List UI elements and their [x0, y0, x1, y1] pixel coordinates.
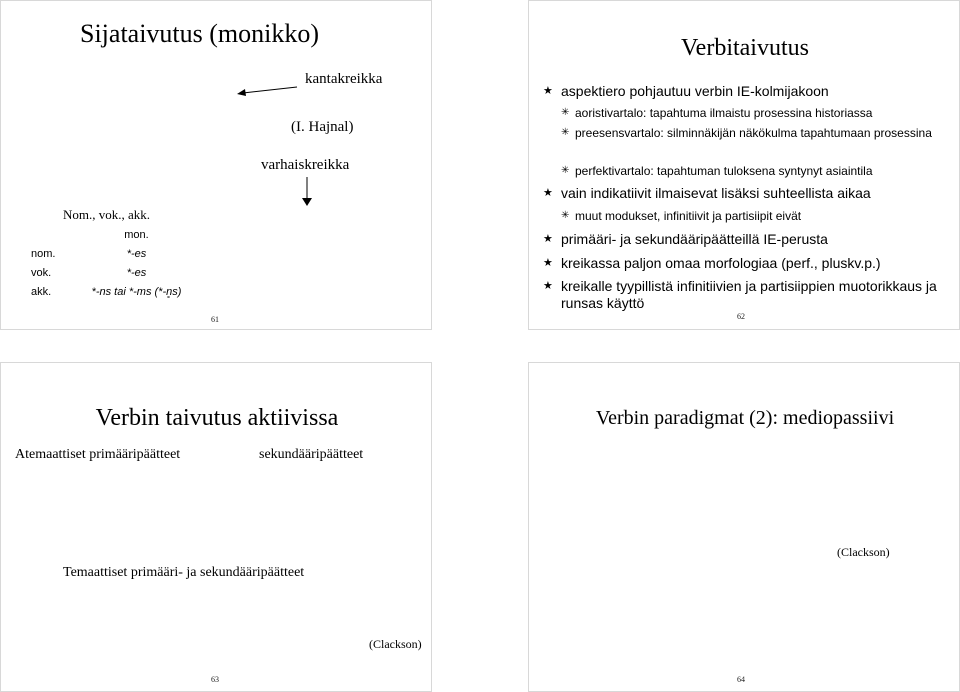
slide-62: Verbitaivutus ★ aspektiero pohjautuu verbin IE-kolmijakoon ✳ aoristivartalo: tapahtuma ilmaistu prosessina historiassa ✳ preesensvartalo: silminnäkijän näkökulma tapahtumaan prosessina ✳ perfektivartalo: tapahtuman tuloksena syntynyt asiaintila ★ vain indikatiivit ilmaisevat lisäksi suhteellista aikaa ✳ muut modukset, infinitiivit ja partisiipit eivät ★ primääri- ja sekundääripäätteillä IE-perusta ★ kreikassa paljon omaa morfologiaa (perf., pluskv.p.) ★ kreikalle tyypillistä infinitiivien ja partisiippien muotorikkaus ja runsas käyttö 62: [528, 0, 960, 330]
slide-title: Verbin paradigmat (2): mediopassiivi: [595, 407, 895, 429]
label-atemaattiset: Atemaattiset primääripäätteet: [15, 447, 181, 462]
source-citation: (Clackson): [369, 637, 422, 651]
arrow-down-icon: [301, 177, 313, 207]
star-icon: ★: [543, 187, 553, 199]
slide-title: Verbin taivutus aktiivissa: [95, 405, 339, 431]
label-kantakreikka: kantakreikka: [305, 71, 383, 87]
table-row: [31, 246, 191, 265]
slide-61: [0, 0, 432, 330]
star-icon: ★: [543, 85, 553, 97]
page-number: 64: [737, 675, 745, 684]
case-label: akk.: [31, 286, 52, 298]
page-number: 63: [211, 675, 219, 684]
asterisk-icon: ✳: [561, 107, 570, 118]
table-row: [31, 265, 191, 284]
table-header-row: [31, 227, 191, 246]
case-label: vok.: [31, 267, 52, 279]
case-form: *-ns tai *-ms (*-n̥s): [91, 286, 182, 298]
slide-title: Sijataivutus (monikko): [80, 19, 320, 48]
case-form: *-es: [126, 267, 147, 279]
star-icon: ★: [543, 280, 553, 292]
label-temaattiset: Temaattiset primääri- ja sekundääripäätteet: [63, 565, 305, 580]
slide-63: [0, 362, 432, 692]
column-header: mon.: [124, 229, 149, 241]
case-table: [31, 227, 191, 303]
asterisk-icon: ✳: [561, 127, 570, 138]
source-citation: (Clackson): [837, 545, 890, 559]
page-number: 61: [211, 315, 219, 324]
table-row: [31, 284, 191, 303]
label-varhaiskreikka: varhaiskreikka: [261, 157, 350, 173]
label-sekundaaripaatteet: sekundääripäätteet: [259, 447, 364, 462]
label-nom-vok-akk: Nom., vok., akk.: [63, 207, 151, 222]
star-icon: ★: [543, 233, 553, 245]
case-label: nom.: [31, 248, 56, 260]
case-form: *-es: [126, 248, 147, 260]
asterisk-icon: ✳: [561, 210, 570, 221]
label-hajnal: (I. Hajnal): [291, 119, 354, 135]
asterisk-icon: ✳: [561, 165, 570, 176]
arrow-left-icon: [237, 81, 299, 97]
slide-title: Verbitaivutus: [681, 35, 809, 61]
slide-64: [528, 362, 960, 692]
star-icon: ★: [543, 257, 553, 269]
page-number: 62: [737, 312, 745, 321]
